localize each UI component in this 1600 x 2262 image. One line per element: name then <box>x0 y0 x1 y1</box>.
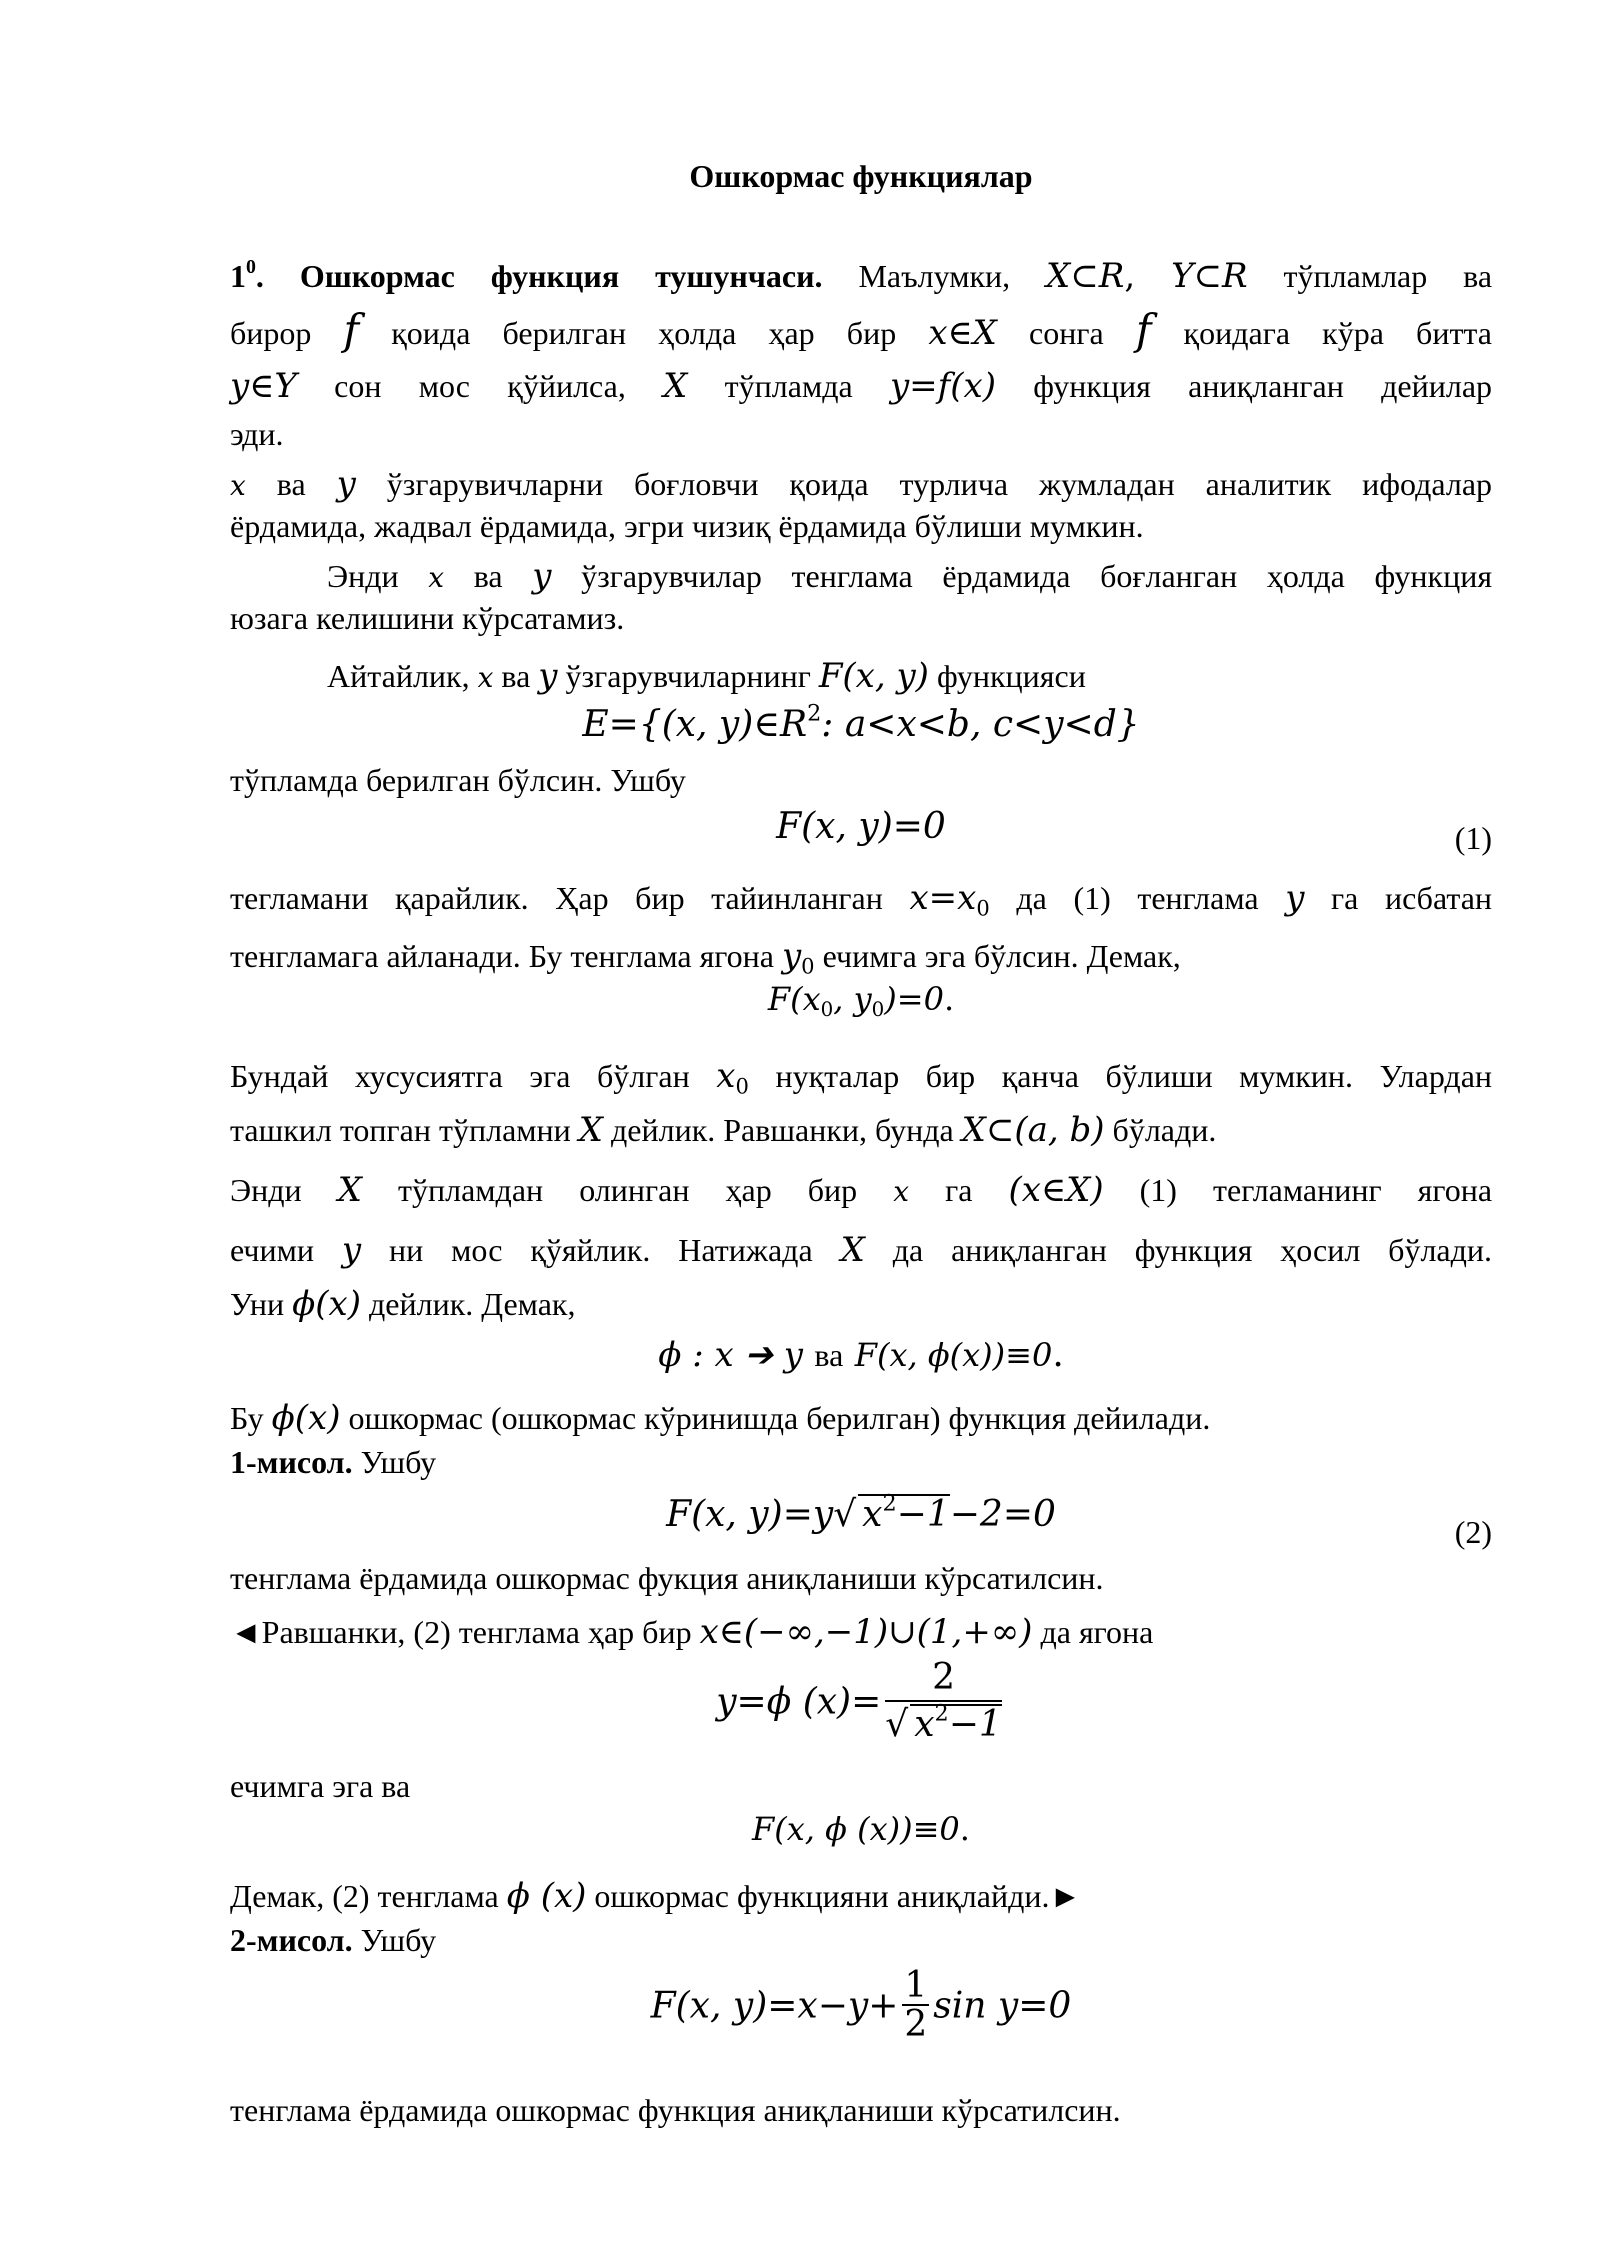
equation-3: F(x, y)=x−y+ $\frac{1}{2}$ sin y=0 <box>650 1965 1072 2045</box>
set-equation: E={(x, $y)\in R^2$: a<x<b, c<y<d} <box>582 700 1140 745</box>
para14: тенглама ёрдамида ошкормас функция аниқланиши кўрсатилсин. <box>230 2092 1121 2128</box>
para12: ечимга эга ва <box>230 1768 411 1804</box>
equation-solution: y=ϕ (x)= $\frac{2}{√ x^2-1}$ <box>716 1657 1002 1745</box>
equation-f0: $F(x_0$, $y_0)=0$. <box>767 980 955 1021</box>
para1-line-4: эди. <box>230 416 284 452</box>
para8-line-3: Уни ϕ(x) дейлик. Демак, <box>230 1284 576 1324</box>
para1-line-2: бирор f қоида берилган ҳолда ҳар бир x∈X сонга f қоидага кўра битта <box>230 305 1493 354</box>
para3-line-2: юзага келишини кўрсатамиз. <box>230 600 625 636</box>
equation-identity: F(x, ϕ (x))≡0. <box>752 1810 970 1848</box>
equation-1-number: (1) <box>1454 820 1492 856</box>
para4-line: Айтайлик, x ва y ўзгарувчиларнинг F(x, y) функцияси <box>327 656 1086 696</box>
para7-line-1: Бундай хусусиятга эга бўлган $x_0$ нуқталар бир қанча бўлиши мумкин. Улардан <box>230 1056 1493 1099</box>
equation-2: F(x, y)=y√ $x^2-1-2=0$ <box>666 1490 1056 1535</box>
section-number: $1^0$. Ошкормас функция тушунчаси. <box>230 256 823 294</box>
para10: тенглама ёрдамида ошкормас фукция аниқланиши кўрсатилсин. <box>230 1560 1104 1596</box>
para11: ◄Равшанки, (2) тенглама ҳар бир x∈(−∞,−1)∪(1,+∞) да ягона <box>230 1612 1154 1652</box>
para6-line-2: тенгламага айланади. Бу тенглама ягона $y_0$ ечимга эга бўлсин. Демак, <box>230 936 1181 979</box>
para5: тўпламда берилган бўлсин. Ушбу <box>230 762 686 798</box>
page-title: Ошкормас функциялар <box>689 158 1033 194</box>
para9: Бу ϕ(x) ошкормас (ошкормас кўринишда берилган) функция дейилади. <box>230 1398 1211 1438</box>
equation-2-number: (2) <box>1454 1514 1492 1550</box>
para8-line-1: Энди X тўпламдан олинган ҳар бир x га (x∈X) (1) тегламанинг ягона <box>230 1170 1493 1210</box>
para7-line-2: ташкил топган тўпламни X дейлик. Равшанки, бунда X⊂(a, b) бўлади. <box>230 1110 1217 1150</box>
para1-line-3: y∈Y сон мос қўйилса, X тўпламда y=f(x) функция аниқланган дейилар <box>230 366 1493 406</box>
example-2-heading: 2-мисол. Ушбу <box>230 1922 437 1958</box>
equation-1: F(x, y)=0 <box>776 806 946 847</box>
para2-line-1: x ва y ўзгарувичларни боғловчи қоида турлича жумладан аналитик ифодалар <box>230 464 1493 504</box>
para13: Демак, (2) тенглама ϕ (x) ошкормас функцияни аниқлайди.► <box>230 1876 1082 1916</box>
equation-map: ϕ : x ➔ y ва F(x, ϕ(x))≡0. <box>658 1334 1064 1375</box>
para2-line-2: ёрдамида, жадвал ёрдамида, эгри чизиқ ёрдамида бўлиши мумкин. <box>230 508 1144 544</box>
example-1-heading: 1-мисол. Ушбу <box>230 1444 437 1480</box>
para6-line-1: тегламани қарайлик. Ҳар бир тайинланган $x=x_0$ да (1) тенглама y га исбатан <box>230 878 1493 921</box>
para8-line-2: ечими y ни мос қўяйлик. Натижада X да аниқланган функция ҳосил бўлади. <box>230 1230 1493 1270</box>
section-line-1: $1^0$. Ошкормас функция тушунчаси. Маълумки, X⊂R, Y⊂R тўпламлар ва <box>230 256 1493 296</box>
para3-line-1: Энди x ва y ўзгарувчилар тенглама ёрдамида боғланган ҳолда функция <box>327 556 1493 596</box>
